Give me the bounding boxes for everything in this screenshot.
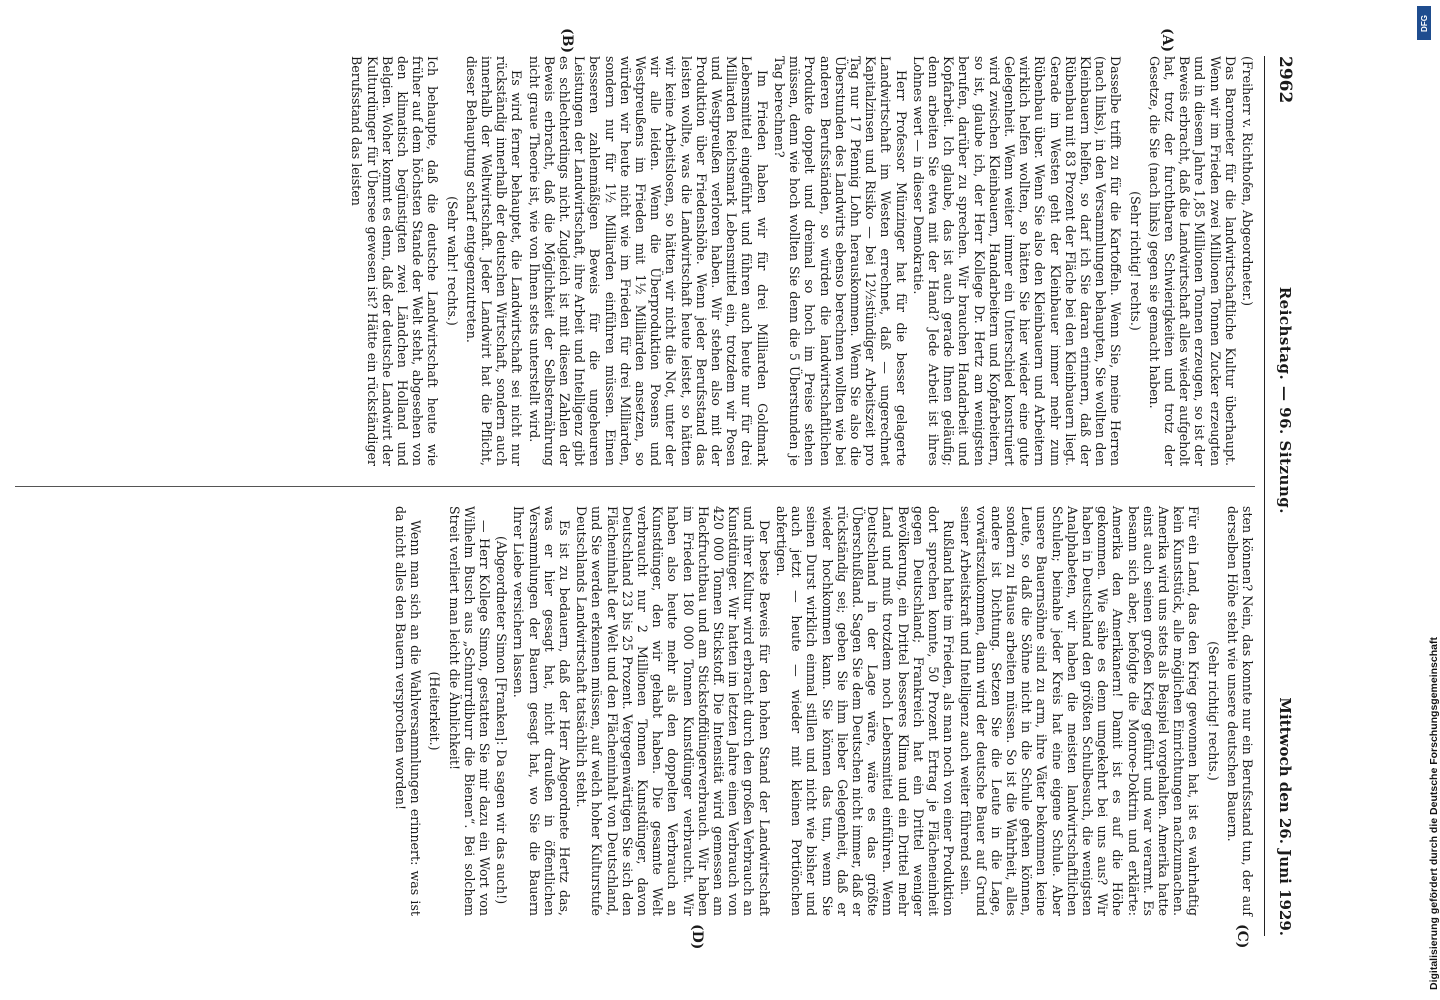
margin-mark-c: (C) (1234, 924, 1250, 949)
paragraph: Es wird ferner behauptet, die Landwirtschaft sei nicht nur rückständig innerhalb der deutschen Wirtschaft, sondern auch innerhalb der Weltwirtschaft. Jeder Landwirt hat die Pflicht, dieser Behauptung scharf entgegenzutreten. (463, 56, 525, 466)
paragraph: Es ist zu bedauern, daß der Herr Abgeordnete Hertz das, was er hier gesagt hat, nicht draußen in öffentlichen Versammlungen der Bauern gesagt hat, wo Sie die Bauern Ihrer Liebe versichern lassen. (511, 506, 573, 916)
interjection: (Sehr richtig! rechts.) (1127, 191, 1143, 331)
margin-mark-a: (A) (1159, 28, 1175, 53)
paragraph: Herr Professor Münzinger hat für die besser gelagerte Landwirtschaft im Westen errechnet, daß — ungerechnet Kapitalzinsen und Risiko — bei 12½stündiger Arbeitszeit pro Tag nur 17 Pfennig Lohn herauskommen. Wenn Sie also die Überstunden des Landwirts ebenso berechnen wollten wie bei anderen Berufsständen, so würden die landwirtschaftlichen Produkte doppelt und dreimal so hoch im Preise stehen müssen, denn wie hoch wollten Sie denn die 5 Überstunden je Tag berechnen? (771, 56, 909, 466)
credit-text: Digitalisierung gefördert durch die Deutsche Forschungsgemeinschaft (1428, 637, 1440, 990)
paragraph: Für ein Land, das den Krieg gewonnen hat, ist es wahrhaftig kein Kunststück, alle möglichen Einrichtungen nachzumachen. Amerika wird uns stets als Beispiel vorgehalten. Amerika hatte einst auch seinen großen Krieg geführt und war verarmt. Es besann sich aber, befolgte die Monroe-Doktrin und erklärte: Amerika den Amerikanern! Damit ist es auf die Höhe gekommen. Wie sähe es denn umgekehrt bei uns aus? Wir haben in Deutschland den größten Schulbesuch, die wenigsten Analphabeten, wir haben die meisten landwirtschaftlichen Schulen; beinahe jeder Kreis hat eine eigene Schule. Aber unsere Bauernsöhne sind zu arm, ihre Väter bekommen keine Leute, so daß die Söhne nicht in die Schule gehen können, sondern zu Hause arbeiten müssen. So ist die Wahrheit, alles andere ist Dichtung. Setzen Sie die Leute in die Lage, vorwärtszukommen, dann wird der deutsche Bauer auf Grund seiner Arbeitskraft und Intelligenz auch weiter führend sein. (958, 506, 1202, 916)
paragraph: Das Barometer für die landwirtschaftliche Kultur überhaupt. Wenn wir im Frieden zwei Millionen Tonnen Zucker erzeugten und in diesem Jahre 1,85 Millionen Tonnen erzeugen, so ist der Beweis erbracht, daß die Landwirtschaft alles wieder aufgeholt hat, trotz der furchtbaren Schwierigkeiten und trotz der Gesetze, die Sie (nach links) gegen sie gemacht haben. (1146, 56, 1238, 466)
paragraph: sten können? Nein, das konnte nur ein Berufsstand tun, der auf derselben Höhe steht wie unsere deutschen Bauern. (1224, 506, 1255, 916)
paragraph: Der beste Beweis für den hohen Stand der Landwirtschaft und ihrer Kultur wird erbracht durch den großen Verbrauch an Kunstdünger. Wir hatten im letzten Jahre einen Verbrauch von 420 000 Tonnen Stickstoff. Die Intensität wird gemessen am Hackfruchtbau und am Stickstoffdüngerverbrauch. Wir haben im Frieden 180 000 Tonnen Kunstdünger verbraucht. Wir haben also heute mehr als den doppelten Verbrauch an Kunstdünger, den wir gehabt haben. Die gesamte Welt verbraucht nur 2 Millionen Tonnen Kunstdünger, davon Deutschland 23 bis 25 Prozent. Vergegenwärtigen Sie sich den Flächeninhalt der Welt und den Flächeninhalt von Deutschland, und Sie werden erkennen müssen, auf welch hoher Kulturstufe Deutschlands Landwirtschaft tatsächlich steht. (574, 506, 772, 916)
paragraph: Dasselbe trifft zu für die Kartoffeln. Wenn Sie, meine Herren (nach links), in den Versammlungen behaupten, Sie wollten den Kleinbauern helfen, so darf ich Sie daran erinnern, daß der Rübenbau mit 83 Prozent der Fläche bei den Kleinbauern liegt. Gerade im Westen geht der Kleinbauer immer mehr zum Rübenbau über. Wenn Sie also den Kleinbauern und Arbeitern wirklich helfen wollten, so hätten Sie hier wieder eine gute Gelegenheit. Wenn weiter immer ein Unterschied konstruiert wird zwischen Kleinbauern, Handarbeitern und Kopfarbeitern, so ist, glaube ich, der Herr Kollege Dr. Hertz am wenigsten berufen, darüber zu sprechen. Wir brauchen Handarbeit und Kopfarbeit. Ich glaube, das ist auch gerade Ihnen geläufig; denn arbeiten Sie etwa mit der Hand? Jede Arbeit ist ihres Lohnes wert — in dieser Demokratie. (910, 56, 1124, 466)
right-column (5, 506, 1255, 916)
interjection: (Heiterkeit.) (427, 671, 443, 751)
interjection: (Sehr richtig! rechts.) (1205, 641, 1221, 781)
interjection: (Sehr wahr! rechts.) (444, 196, 460, 326)
header-title: Reichstag. — 96. Sitzung. (1276, 286, 1294, 514)
interjection: (Abgeordneter Simon [Franken]: Da sagen wir das auch!) (494, 536, 510, 905)
paragraph: Im Frieden haben wir für drei Milliarden Goldmark Lebensmittel eingeführt und führen auch heute nur für drei Milliarden Reichsmark Lebensmittel ein, trotzdem wir Posen und Westpreußen verloren haben. Wir stehen also mit der Produktion über Friedenshöhe. Wenn jeder Berufsstand das leisten wollte, was die Landwirtschaft heute leistet, so hätten wir keine Arbeitslosen, so hätten wir nicht die Not, unter der wir alle leiden. Wenn die Überproduktion Posens und Westpreußens im Frieden mit 1½ Milliarden ansetzen, so würden wir heute nicht wie im Frieden für drei Milliarden, sondern nur für 1½ Milliarden einführen müssen. Einen besseren zahlenmäßigen Beweis für die ungeheuren Leistungen der Landwirtschaft, ihre Arbeit und Intelligenz gibt es schlechterdings nicht. Zugleich ist mit diesen Zahlen der Beweis erbracht, daß die Möglichkeit der Selbsternährung nicht graue Theorie ist, wie von Ihnen stets unterstellt wird. (526, 56, 770, 466)
paragraph: Wenn man sich an die Wahlversammlungen erinnert: was ist da nicht alles den Bauern versprochen worden! (393, 506, 424, 916)
margin-mark-d: (D) (689, 924, 705, 950)
column-divider (15, 486, 1255, 487)
speaker-line: (Freiherr v. Richthofen, Abgeordneter.) (1240, 56, 1255, 307)
document-page (5, 28, 1295, 950)
margin-mark-b: (B) (559, 28, 575, 54)
paragraph: Rußland hatte im Frieden, als man noch von einer Produktion dort sprechen konnte, 50 Prozent Ertrag je Flächeneinheit gegen Deutschland; Frankreich hat ein Drittel weniger Bevölkerung, ein Drittel besseres Klima und ein Drittel mehr Land und muß trotzdem noch Lebensmittel einführen. Wenn Deutschland in der Lage wäre, wäre es das größte Überschußland. Sagen Sie dem Deutschen nicht immer, daß er rückständig sei; geben Sie ihm lieber Gelegenheit, daß er wieder hochkommen kann. Sie können das tun, wenn Sie seinen Durst wirklich einmal stillen und nicht wie bisher und auch jetzt — heute — wieder mit kleinen Portiönchen abfertigen. (773, 506, 957, 916)
digitization-credit (1414, 0, 1440, 1000)
dfg-logo: DFG (1417, 6, 1431, 40)
header-date: Mittwoch den 26. Juni 1929. (1276, 697, 1294, 936)
paragraph: — Herr Kollege Simon, gestatten Sie mir dazu ein Wort von Wilhelm Busch aus „Schnurrdiburr die Bienen“. Bei solchem Streit verliert man leicht die Ähnlichkeit! (446, 506, 493, 916)
running-header (1264, 56, 1295, 936)
left-column (5, 56, 1255, 466)
paragraph: Ich behaupte, daß die deutsche Landwirtschaft heute wie früher auf dem höchsten Stande der Welt steht, abgesehen von den klimatisch begünstigten zwei Ländchen Holland und Belgien. Woher kommt es denn, daß der deutsche Landwirt der Kulturdünger für Übersee gewesen ist? Hätte ein rückständiger Berufsstand das leisten (349, 56, 441, 466)
page-number: 2962 (1275, 56, 1295, 104)
